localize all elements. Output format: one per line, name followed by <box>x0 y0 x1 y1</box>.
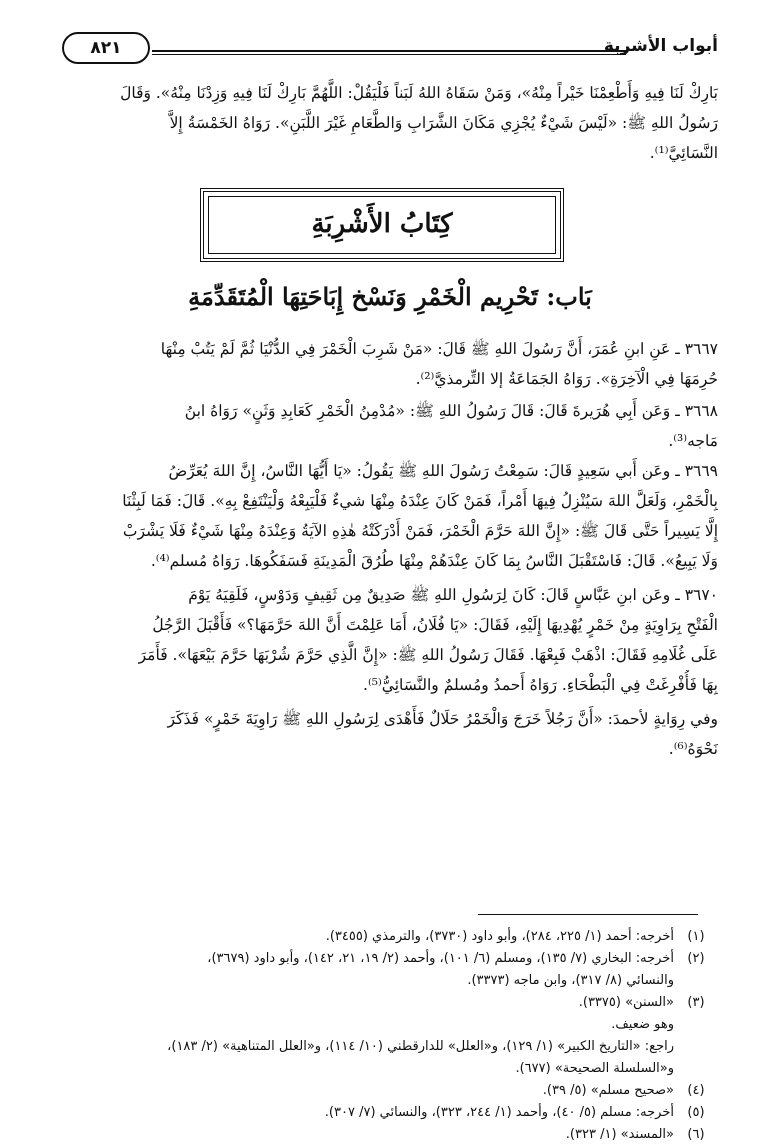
hadith-3668 <box>62 396 718 456</box>
header-title: أبواب الأشربة <box>603 36 718 56</box>
running-header <box>62 32 718 66</box>
footnote-continuation: والنسائي (٨/ ٣١٧)، وابن ماجه (٣٣٧٣). <box>467 973 674 988</box>
footnote-continuation: وهو ضعيف. <box>611 1017 674 1032</box>
text-line: وفي رِوَايةٍ لأحمدَ: «أَنَّ رَجُلاً خَرَجَ وَالْخَمْرُ حَلَالٌ فَأَهْدَى لِرَسُولِ اللهِ ﷺ رَاوِيَةَ خَمْرٍ» فَذَكَرَ <box>167 710 718 728</box>
text-line: رَسُولُ اللهِ ﷺ: «لَيْسَ شَيْءٌ يُجْزِي مَكَانَ الشَّرَابِ وَالطَّعَامِ غَيْرَ اللَّبَنِ». رَوَاهُ الخَمْسَةُ إِلاَّ <box>169 114 718 132</box>
text-line: إِلَّا يَسِيراً حَتَّى قَالَ ﷺ: «إِنَّ اللهَ حَرَّمَ الْخَمْرَ، فَمَنْ أَدْرَكَتْهُ هٰذِهِ الآيَةُ وَعِنْدَهُ مِنْهَا شَيْءٌ فَلَا يَشْرَبْ <box>122 522 718 540</box>
footnote-text: «صحيح مسلم» (٥/ ٣٩). <box>542 1083 674 1098</box>
text-line: حُرِمَهَا فِي الْآخِرَةِ». رَوَاهُ الجَمَاعَةُ إلا التِّرمذيَّ⁽²⁾. <box>415 370 718 388</box>
text-line: بِالْخَمْرِ، وَلَعَلَّ اللهَ سَيُنْزِلُ فِيهَا أَمْراً، فَمَنْ كَانَ عِنْدَهُ مِنْهَا شيءٌ فَلْيَبِعْهُ وَلْيَنْتَفِعْ بِهِ». قَالَ: فَمَا لَبِثْنَا <box>122 492 718 510</box>
footnote-continuation: راجع: «التاريخ الكبير» (١/ ١٢٩)، و«العلل» للدارقطني (١٠/ ١١٤)، و«العلل المتناهية» (٢/ ١٨٣)، <box>167 1039 674 1054</box>
intro-paragraph <box>62 78 718 168</box>
footnote-text: أخرجه: البخاري (٧/ ١٣٥)، ومسلم (٦/ ١٠١)، وأحمد (٢/ ١٩، ٢١، ١٤٢)، وأبو داود (٣٦٧٩)، <box>207 951 674 966</box>
hadith-3670 <box>62 580 718 700</box>
footnote-text: أخرجه: مسلم (٥/ ٤٠)، وأحمد (١/ ٢٤٤، ٣٢٣)، والنسائي (٧/ ٣٠٧). <box>324 1105 674 1120</box>
footnote <box>62 1124 718 1146</box>
text-line: ٣٦٦٩ ـ وعَن أَبي سَعِيدٍ قَالَ: سَمِعْتُ رَسُولَ اللهِ ﷺ يَقُولُ: «يَا أَيُّهَا النَّاسُ، إِنَّ اللهَ يُعَرِّضُ <box>168 462 718 480</box>
footnote-continuation: و«السلسلة الصحيحة» (٦٧٧). <box>515 1061 674 1076</box>
footnote-number: (٢) <box>687 951 705 966</box>
footnote-number: (٣) <box>687 995 705 1010</box>
footnote-divider <box>478 914 698 915</box>
chapter-title: بَاب: تَحْرِيم الْخَمْرِ وَنَسْخ إِبَاحَتِهَا الْمُتَقَدِّمَةِ <box>188 282 592 311</box>
footnote <box>62 948 718 970</box>
footnote <box>62 1080 718 1102</box>
footnote <box>62 992 718 1014</box>
footnote <box>62 1102 718 1124</box>
header-rule <box>152 50 626 55</box>
footnote-text: أخرجه: أحمد (١/ ٢٢٥، ٢٨٤)، وأبو داود (٣٧٣٠)، والترمذي (٣٤٥٥). <box>325 929 674 944</box>
text-line: نَحْوَهُ⁽⁶⁾. <box>668 740 718 758</box>
text-line: مَاجه⁽³⁾. <box>668 432 718 450</box>
book-title-frame <box>200 188 564 262</box>
ahmad-version <box>62 704 718 764</box>
hadith-3669 <box>62 456 718 576</box>
text-line: بَارِكْ لَنَا فِيهِ وَأَطْعِمْنَا خَيْراً مِنْهُ»، وَمَنْ سَقَاهُ اللهُ لَبَناً فَلْيَقُلْ: اللَّهُمَّ بَارِكْ لَنَا فِيهِ وَزِدْنَا مِنْهُ». وَقَالَ <box>120 84 718 102</box>
footnote-text: «المسند» (١/ ٣٢٣). <box>565 1127 674 1142</box>
footnote-number: (٦) <box>687 1127 705 1142</box>
text-line: الْفَتْحِ بِرَاوِيَةٍ مِنْ خَمْرٍ يُهْدِيهَا إِلَيْهِ، فَقَالَ: «يَا فُلَانُ، أَمَا عَلِمْتَ أَنَّ اللهَ حَرَّمَهَا؟» فَأَقْبَلَ الرَّجُلُ <box>152 616 718 634</box>
text-line: عَلَى غُلَامِهِ فَقَالَ: اذْهَبْ فَبِعْهَا. فَقَالَ رَسُولُ اللهِ ﷺ: «إِنَّ الَّذِي حَرَّمَ شُرْبَهَا حَرَّمَ بَيْعَهَا». فَأَمَرَ <box>138 646 718 664</box>
footnote <box>62 926 718 948</box>
footnote-text: «السنن» (٣٣٧٥). <box>578 995 674 1010</box>
text-line: ٣٦٧٠ ـ وعَن ابنِ عَبَّاسٍ قَالَ: كَانَ لِرَسُولِ اللهِ ﷺ صَدِيقٌ مِن ثَقِيفٍ وَدَوْسٍ، فَلَقِيَهُ يَوْمَ <box>188 586 718 604</box>
footnote-number: (٤) <box>687 1083 705 1098</box>
text-line: ٣٦٦٧ ـ عَنِ ابنِ عُمَرَ، أَنَّ رَسُولَ اللهِ ﷺ قَالَ: «مَنْ شَرِبَ الْخَمْرَ فِي الدُّنْيَا ثُمَّ لَمْ يَتُبْ مِنْهَا <box>160 340 718 358</box>
text-line: النَّسَائِيَّ⁽¹⁾. <box>649 144 718 162</box>
footnote-number: (٥) <box>687 1105 705 1120</box>
text-line: بِهَا فَأُفْرِغَتْ فِي الْبَطْحَاءِ. رَوَاهُ أَحمدُ ومُسلمٌ والنَّسَائِيُّ⁽⁵⁾. <box>363 676 718 694</box>
text-line: وَلَا يَبِيعُ». قَالَ: فَاسْتَقْبَلَ النَّاسُ بِمَا كَانَ عِنْدَهُمْ مِنْهَا طُرُقَ الْمَدِينَةِ فَسَفَكُوهَا. رَوَاهُ مُسلم⁽⁴⁾. <box>150 552 718 570</box>
text-line: ٣٦٦٨ ـ وَعَن أَبِي هُرَيرةَ قَالَ: قَالَ رَسُولُ اللهِ ﷺ: «مُدْمِنُ الْخَمْرِ كَعَابِدِ وَثَنٍ» رَوَاهُ ابنُ <box>184 402 718 420</box>
footnote-number: (١) <box>687 929 705 944</box>
page-number: ٨٢١ <box>62 32 150 64</box>
hadith-3667 <box>62 334 718 394</box>
book-title: كِتَابُ الأَشْرِبَةِ <box>208 196 556 254</box>
footnotes <box>62 926 718 1146</box>
